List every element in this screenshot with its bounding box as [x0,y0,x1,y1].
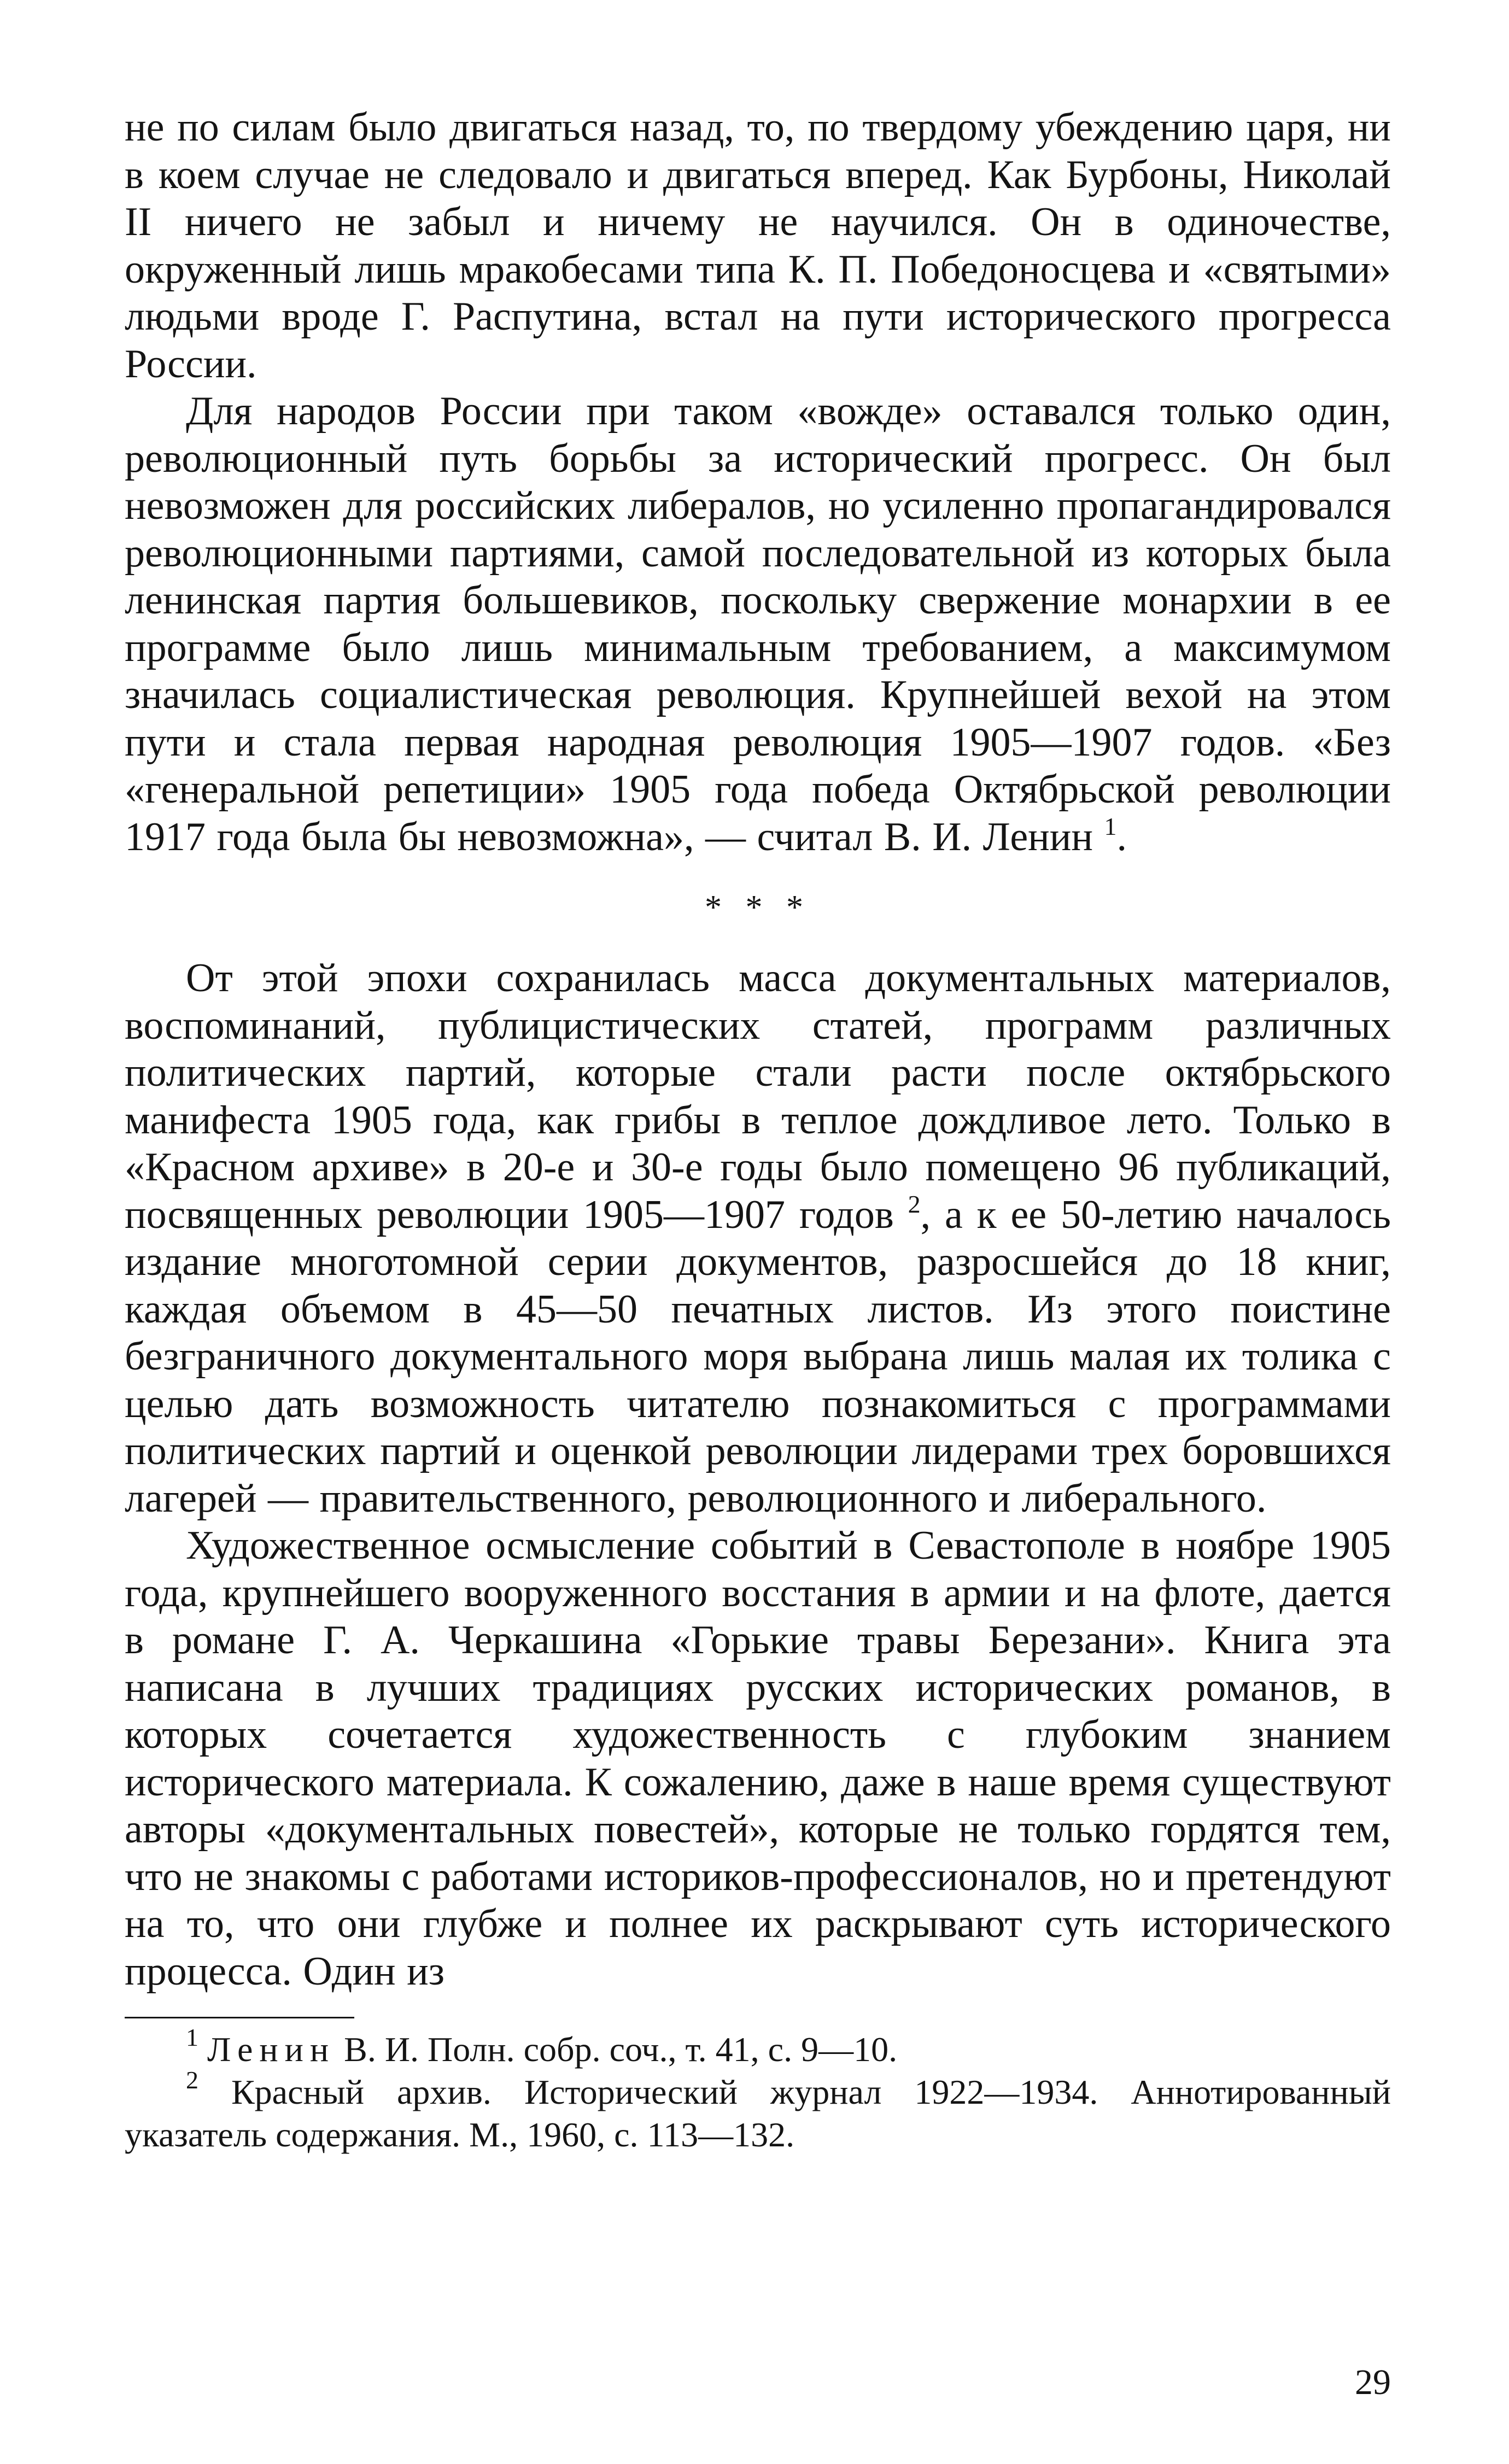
footnote-2-marker: 2 [186,2066,198,2094]
paragraph-2-end: . [1116,814,1127,859]
section-separator: * * * [705,889,811,926]
footnote-ref-2: 2 [908,1190,921,1218]
footnote-ref-1: 1 [1104,812,1117,840]
paragraph-3 [125,955,1391,1522]
paragraph-1-text: не по силам было двигаться назад, то, по твердому убеждению царя, ни в коем случае не следовало и двигаться вперед. Как Бурбоны, Николай II ничего не забыл и ничему не научился. Он в одиночестве, окруженный лишь мракобесами типа К. П. Победоносцева и «святыми» людьми вроде Г. Распутина, встал на пути исторического прогресса России. [125,105,1391,387]
paragraph-4-text: Художественное осмысление событий в Севастополе в ноябре 1905 года, крупнейшего вооруженного восстания в армии и на флоте, дается в романе Г. А. Черкашина «Горькие травы Березани». Книга эта написана в лучших традициях русских исторических романов, в которых сочетается художественность с глубоким знанием исторического материала. К сожалению, даже в наше время существуют авторы «документальных повестей», которые не только гордятся тем, что не знакомы с работами историков-профессионалов, но и претендуют на то, что они глубже и полнее их раскрывают суть исторического процесса. Один из [125,1523,1391,1994]
paragraph-4 [125,1522,1391,1995]
footnote-1 [125,2023,1391,2071]
footnote-divider [125,2017,354,2018]
footnote-1-text: В. И. Полн. собр. соч., т. 41, с. 9—10. [335,2030,898,2069]
footnote-2-text: Красный архив. Исторический журнал 1922—1934. Аннотированный указатель содержания. М., 1960, с. 113—132. [125,2073,1391,2154]
page-body [125,104,1391,2400]
paragraph-3-text-a: От этой эпохи сохранилась масса документальных материалов, воспоминаний, публицистических статей, программ различных политических партий, которые стали расти после октябрьского манифеста 1905 года, как грибы в теплое дождливое лето. Только в «Красном архиве» в 20-е и 30-е годы было помещено 96 публикаций, посвященных революции 1905—1907 годов [125,956,1391,1237]
paragraph-2 [125,388,1391,861]
page-number: 29 [1355,2362,1391,2402]
footnote-2 [125,2066,1391,2156]
footnote-1-marker: 1 [186,2023,198,2051]
paragraph-1 [125,104,1391,388]
paragraph-3-text-b: , а к ее 50-летию началось издание многотомной серии документов, разросшейся до 18 книг, каждая объемом в 45—50 печатных листов. Из этого поистине безграничного документального моря выбрана лишь малая их толика с целью дать возможность читателю познакомиться с программами политических партий и оценкой революции лидерами трех боровшихся лагерей — правительственного, революционного и либерального. [125,1192,1391,1521]
footnote-1-author: Ленин [207,2030,336,2069]
paragraph-2-text: Для народов России при таком «вожде» оставался только один, революционный путь борьбы за исторический прогресс. Он был невозможен для российских либералов, но усиленно пропагандировался революционными партиями, самой последовательной из которых была ленинская партия большевиков, поскольку свержение монархии в ее программе было лишь минимальным требованием, а максимумом значилась социалистическая революция. Крупнейшей вехой на этом пути и стала первая народная революция 1905—1907 годов. «Без «генеральной репетиции» 1905 года победа Октябрьской революции 1917 года была бы невозможна», — считал В. И. Ленин [125,389,1391,859]
